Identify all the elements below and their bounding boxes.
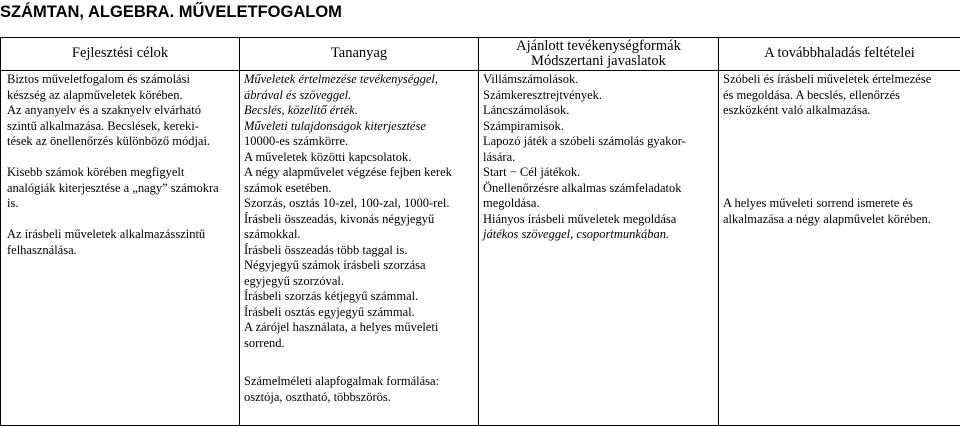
- material-line: sorrend.: [244, 335, 285, 350]
- material-line: Írásbeli összeadás több taggal is.: [244, 242, 408, 257]
- curriculum-table: [0, 37, 960, 426]
- header-recommended-activities: [479, 38, 719, 71]
- goals-line: szintű alkalmazása. Becslések, kereki-: [7, 118, 199, 133]
- goals-line: is.: [7, 196, 19, 210]
- development-goals-cell: [1, 71, 240, 426]
- header-activities-line2: Módszertani javaslatok: [531, 53, 666, 69]
- activity-line: lására.: [483, 149, 516, 164]
- activity-line: Láncszámolások.: [483, 103, 570, 117]
- condition-line: eszközként való alkalmazása.: [723, 103, 871, 117]
- material-line: A négy alapművelet végzése fejben kerek: [244, 165, 452, 179]
- progression-conditions-cell: [719, 71, 960, 426]
- goals-line: Az anyanyelv és a szaknyelv elvárható: [7, 103, 202, 117]
- header-progression-conditions: [719, 38, 960, 71]
- material-line: Műveletek értelmezése tevékenységgel,: [244, 72, 438, 86]
- material-line: A zárójel használata, a helyes műveleti: [244, 320, 439, 334]
- table-header-row: [1, 38, 960, 71]
- material-line: számokkal.: [244, 227, 301, 241]
- material-line: A műveletek közötti kapcsolatok.: [244, 149, 412, 164]
- header-development-goals-label: Fejlesztési célok: [71, 45, 169, 62]
- condition-line: és megoldása. A becslés, ellenőrzés: [723, 87, 901, 102]
- goals-line: Kisebb számok körében megfigyelt: [7, 165, 185, 179]
- activity-line: Lapozó játék a szóbeli számolás gyakor-: [483, 134, 686, 148]
- material-line: Négyjegyű számok írásbeli szorzása: [244, 258, 426, 272]
- material-line: Műveleti tulajdonságok kiterjesztése: [244, 118, 426, 133]
- page-title: SZÁMTAN, ALGEBRA. MŰVELETFOGALOM: [0, 3, 342, 21]
- activity-line: játékos szöveggel, csoportmunkában.: [483, 227, 670, 241]
- header-development-goals: [1, 38, 240, 71]
- material-line: Becslés, közelítő érték.: [244, 103, 358, 117]
- header-activities-line1: Ajánlott tevékenységformák: [516, 37, 681, 54]
- material-line: Írásbeli osztás egyjegyű számmal.: [244, 304, 415, 319]
- activity-line: Villámszámolások.: [483, 72, 579, 86]
- goals-line: analógiák kiterjesztése a „nagy” számokra: [7, 180, 219, 195]
- condition-line: alkalmazása a négy alapművelet körében.: [723, 211, 931, 226]
- header-conditions-label: A továbbhaladás feltételei: [764, 45, 915, 62]
- table-row: [1, 71, 960, 426]
- goals-line: készség az alapműveletek körében.: [7, 87, 183, 102]
- activity-line: Számkeresztrejtvények.: [483, 87, 603, 102]
- material-line: ábrával és szöveggel.: [244, 87, 352, 102]
- activity-line: Önellenőrzésre alkalmas számfeladatok: [483, 180, 682, 195]
- material-line: Számelméleti alapfogalmak formálása:: [244, 374, 440, 388]
- material-line: egyjegyű szorzóval.: [244, 273, 344, 288]
- activity-line: Hiányos írásbeli műveletek megoldása: [483, 211, 677, 226]
- header-curriculum: [240, 38, 479, 71]
- goals-line: felhasználása.: [7, 242, 77, 257]
- condition-line: Szóbeli és írásbeli műveletek értelmezése: [723, 72, 932, 86]
- material-line: Írásbeli szorzás kétjegyű számmal.: [244, 289, 419, 303]
- header-curriculum-label: Tananyag: [330, 45, 388, 62]
- material-line: 10000-es számkörre.: [244, 134, 349, 148]
- material-line: Szorzás, osztás 10-zel, 100-zal, 1000-rel.: [244, 196, 450, 210]
- activity-line: Start − Cél játékok.: [483, 165, 581, 179]
- material-line: számok esetében.: [244, 180, 332, 195]
- activities-cell: [479, 71, 719, 426]
- material-line: osztója, osztható, többszörös.: [244, 389, 391, 404]
- material-line: Írásbeli összeadás, kivonás négyjegyű: [244, 211, 435, 226]
- condition-line: A helyes műveleti sorrend ismerete és: [723, 196, 913, 210]
- activity-line: Számpiramisok.: [483, 118, 564, 133]
- goals-line: tések az önellenőrzés különböző módjai.: [7, 134, 211, 148]
- goals-line: Az írásbeli műveletek alkalmazásszintű: [7, 227, 206, 241]
- activity-line: megoldása.: [483, 196, 540, 210]
- goals-line: Biztos műveletfogalom és számolási: [7, 72, 190, 86]
- curriculum-cell: [240, 71, 479, 426]
